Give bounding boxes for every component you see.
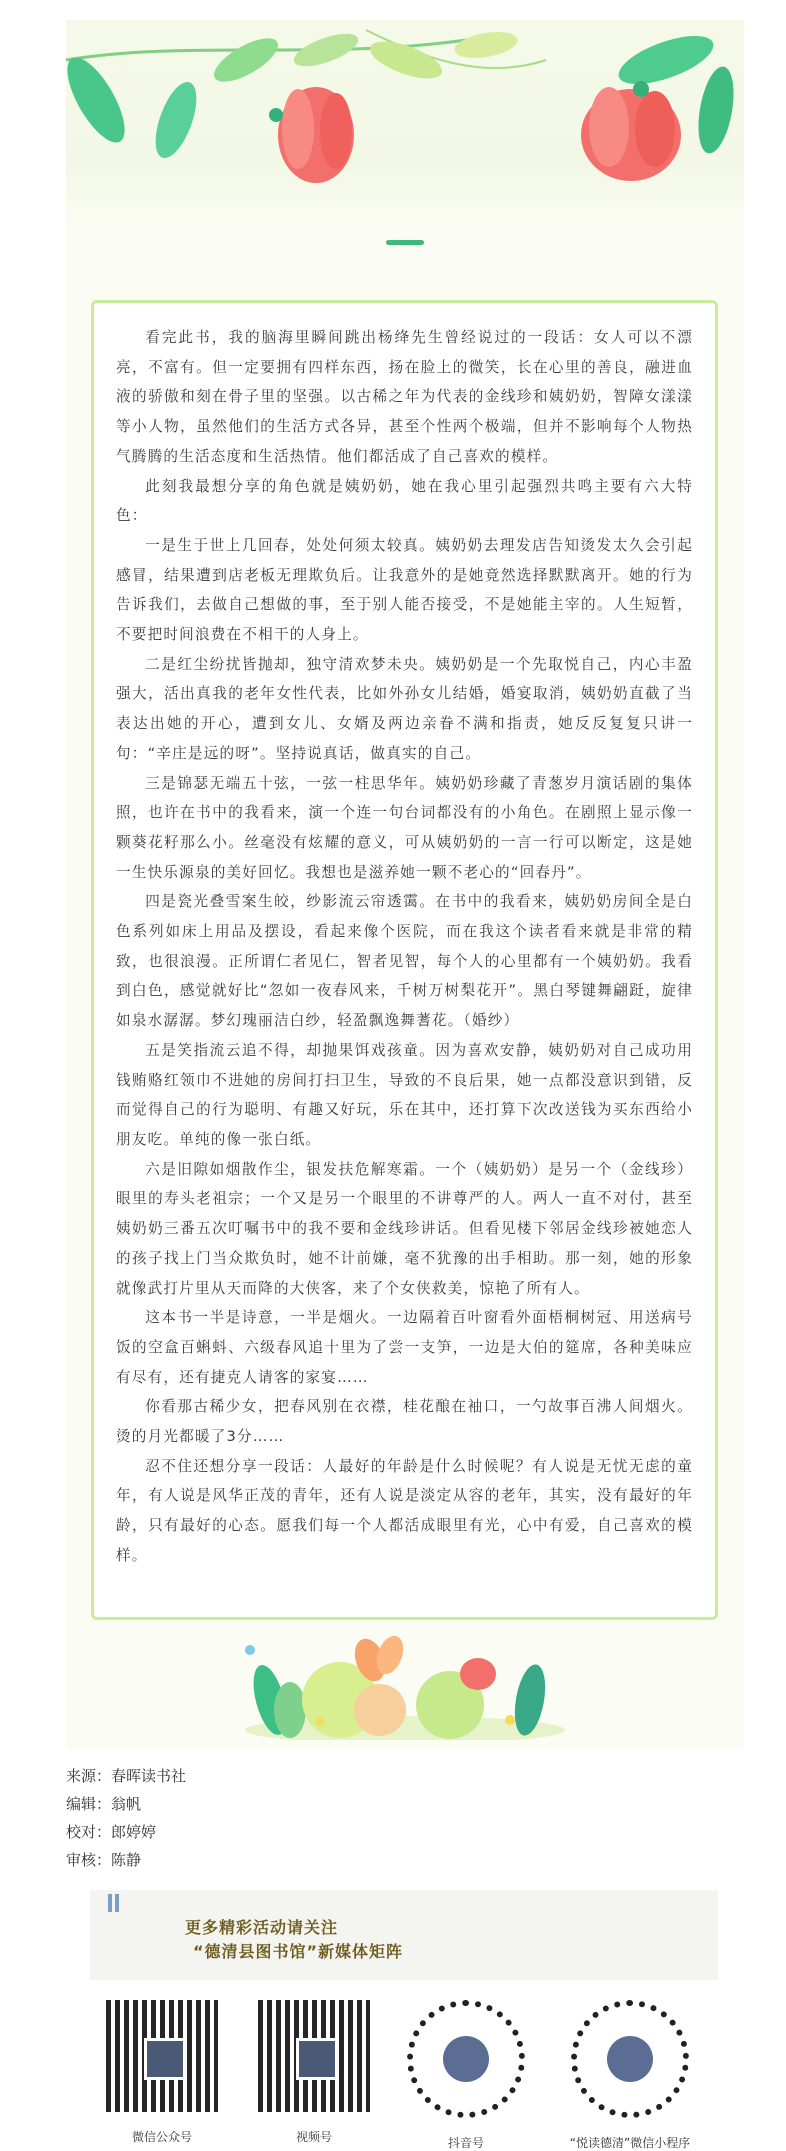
banner-line-2: “德清县图书馆”新媒体矩阵 (193, 1942, 404, 1961)
credit-reviewer: 审核：陈静 (66, 1851, 142, 1869)
paragraph-7: 五是笑指流云追不得，却抛果饵戏孩童。因为喜欢安静，姨奶奶对自己成功用钱贿赂红领巾不进她的房间打扫卫生，导致的不良后果，她一点都没意识到错，反而觉得自己的行为聪明、有趣又好玩，乐在其中，还打算下次改送钱为买东西给小朋友吃。单纯的像一张白纸。 (116, 1041, 693, 1148)
qr-code-image (258, 2000, 370, 2112)
qr-code-image (106, 2000, 218, 2112)
plants-image (230, 1630, 580, 1740)
paragraph-4: 二是红尘纷扰皆抛却，独守清欢梦未央。姨奶奶是一个先取悦自己，内心丰盈强大，活出真我的老年女性代表，比如外孙女儿结婚，婚宴取消，姨奶奶直截了当表达出她的开心，遭到女儿、女婿及两边亲眷不满和指责，她反反复复只讲一句：“辛庄是远的呀”。坚持说真话，做真实的自己。 (116, 655, 693, 762)
article-credits (66, 1762, 466, 1874)
qr-label: 微信公众号 (131, 2130, 192, 2144)
qr-douyin[interactable] (406, 2000, 526, 2151)
paragraph-8: 六是旧隙如烟散作尘，银发扶危解寒霜。一个（姨奶奶）是另一个（金线珍）眼里的寿头老祖宗；一个又是另一个眼里的不讲尊严的人。两人一直不对付，甚至姨奶奶三番五次叮嘱书中的我不要和金线珍讲话。但看见楼下邻居金线珍被她恋人的孩子找上门当众欺负时，她不计前嫌，毫不犹豫的出手相助。那一刻，她的形象就像武打片里从天而降的大侠客，来了个女侠救美，惊艳了所有人。 (116, 1160, 693, 1297)
credit-proofreader: 校对：郎婷婷 (66, 1823, 157, 1841)
qr-code-row (90, 2000, 718, 2151)
paragraph-9: 这本书一半是诗意，一半是烟火。一边隔着百叶窗看外面梧桐树冠、用送病号饭的空盒百蝌蚪、六级春风追十里为了尝一支笋，一边是大伯的筵席，各种美味应有尽有，还有捷克人请客的家宴…… (116, 1309, 693, 1386)
article-body (91, 300, 718, 1620)
qr-label: “悦读德清”微信小程序 (569, 2136, 691, 2150)
paragraph-3: 一是生于世上几回春，处处何须太较真。姨奶奶去理发店告知烫发太久会引起感冒，结果遭到店老板无理欺负后。让我意外的是她竟然选择默默离开。她的行为告诉我们，去做自己想做的事，至于别人能否接受，不是她能主宰的。人生短暂，不要把时间浪费在不相干的人身上。 (116, 536, 693, 644)
credit-source: 来源：春晖读书社 (66, 1767, 187, 1785)
footer-illustration (230, 1630, 580, 1740)
qr-mini-program[interactable] (560, 2000, 700, 2151)
floral-banner-image (66, 20, 744, 230)
follow-banner (90, 1890, 718, 1980)
qr-video-channel[interactable] (254, 2000, 374, 2145)
paragraph-11: 忍不住还想分享一段话：人最好的年龄是什么时候呢？有人说是无忧无虑的童年，有人说是风华正茂的青年，还有人说是淡定从容的老年，其实，没有最好的年龄，只有最好的心态。愿我们每一个人都活成眼里有光，心中有爱，自己喜欢的模样。 (116, 1457, 693, 1564)
credit-editor: 编辑：翁帆 (66, 1795, 142, 1813)
qr-wechat-official[interactable] (102, 2000, 222, 2145)
header-illustration (66, 20, 744, 230)
paragraph-2: 此刻我最想分享的角色就是姨奶奶，她在我心里引起强烈共鸣主要有六大特色： (116, 477, 693, 525)
qr-label: 视频号 (295, 2130, 332, 2144)
qr-label: 抖音号 (447, 2136, 484, 2150)
qr-code-image (571, 2000, 689, 2118)
banner-line-1: 更多精彩活动请关注 (185, 1918, 339, 1937)
paragraph-6: 四是瓷光叠雪案生皎，纱影流云帘透霭。在书中的我看来，姨奶奶房间全是白色系列如床上用品及摆设，看起来像个医院，而在我这个读者看来就是非常的精致，也很浪漫。正所谓仁者见仁，智者见智，每个人的心里都有一个姨奶奶。我看到白色，感觉就好比“忽如一夜春风来，千树万树梨花开”。黑白琴键舞翩跹，旋律如泉水潺潺。梦幻瑰丽洁白纱，轻盈飘逸舞蓍花。（婚纱） (116, 893, 693, 1030)
paragraph-10: 你看那古稀少女，把春风别在衣襟，桂花酿在袖口，一勺故事百沸人间烟火。烫的月光都暖了3分…… (116, 1398, 693, 1446)
paragraph-5: 三是锦瑟无端五十弦，一弦一柱思华年。姨奶奶珍藏了青葱岁月演话剧的集体照，也许在书中的我看来，演一个连一句台词都没有的小角色。在剧照上显示像一颗葵花籽那么小。丝毫没有炫耀的意义，可从姨奶奶的一言一行可以断定，这是她一生快乐源泉的美好回忆。我想也是滋养她一颗不老心的“回春丹”。 (116, 774, 693, 881)
paragraph-1: 看完此书，我的脑海里瞬间跳出杨绛先生曾经说过的一段话：女人可以不漂亮，不富有。但一定要拥有四样东西，扬在脸上的微笑，长在心里的善良，融进血液的骄傲和刻在骨子里的坚强。以古稀之年为代表的金线珍和姨奶奶，智障女漾漾等小人物，虽然他们的生活方式各异，甚至个性两个极端，但并不影响每个人物热气腾腾的生活态度和生活热情。他们都活成了自己喜欢的模样。 (116, 329, 693, 465)
banner-bars-icon (108, 1894, 122, 1916)
section-divider (386, 240, 424, 245)
banner-text (185, 1916, 403, 1964)
qr-code-image (407, 2000, 525, 2118)
